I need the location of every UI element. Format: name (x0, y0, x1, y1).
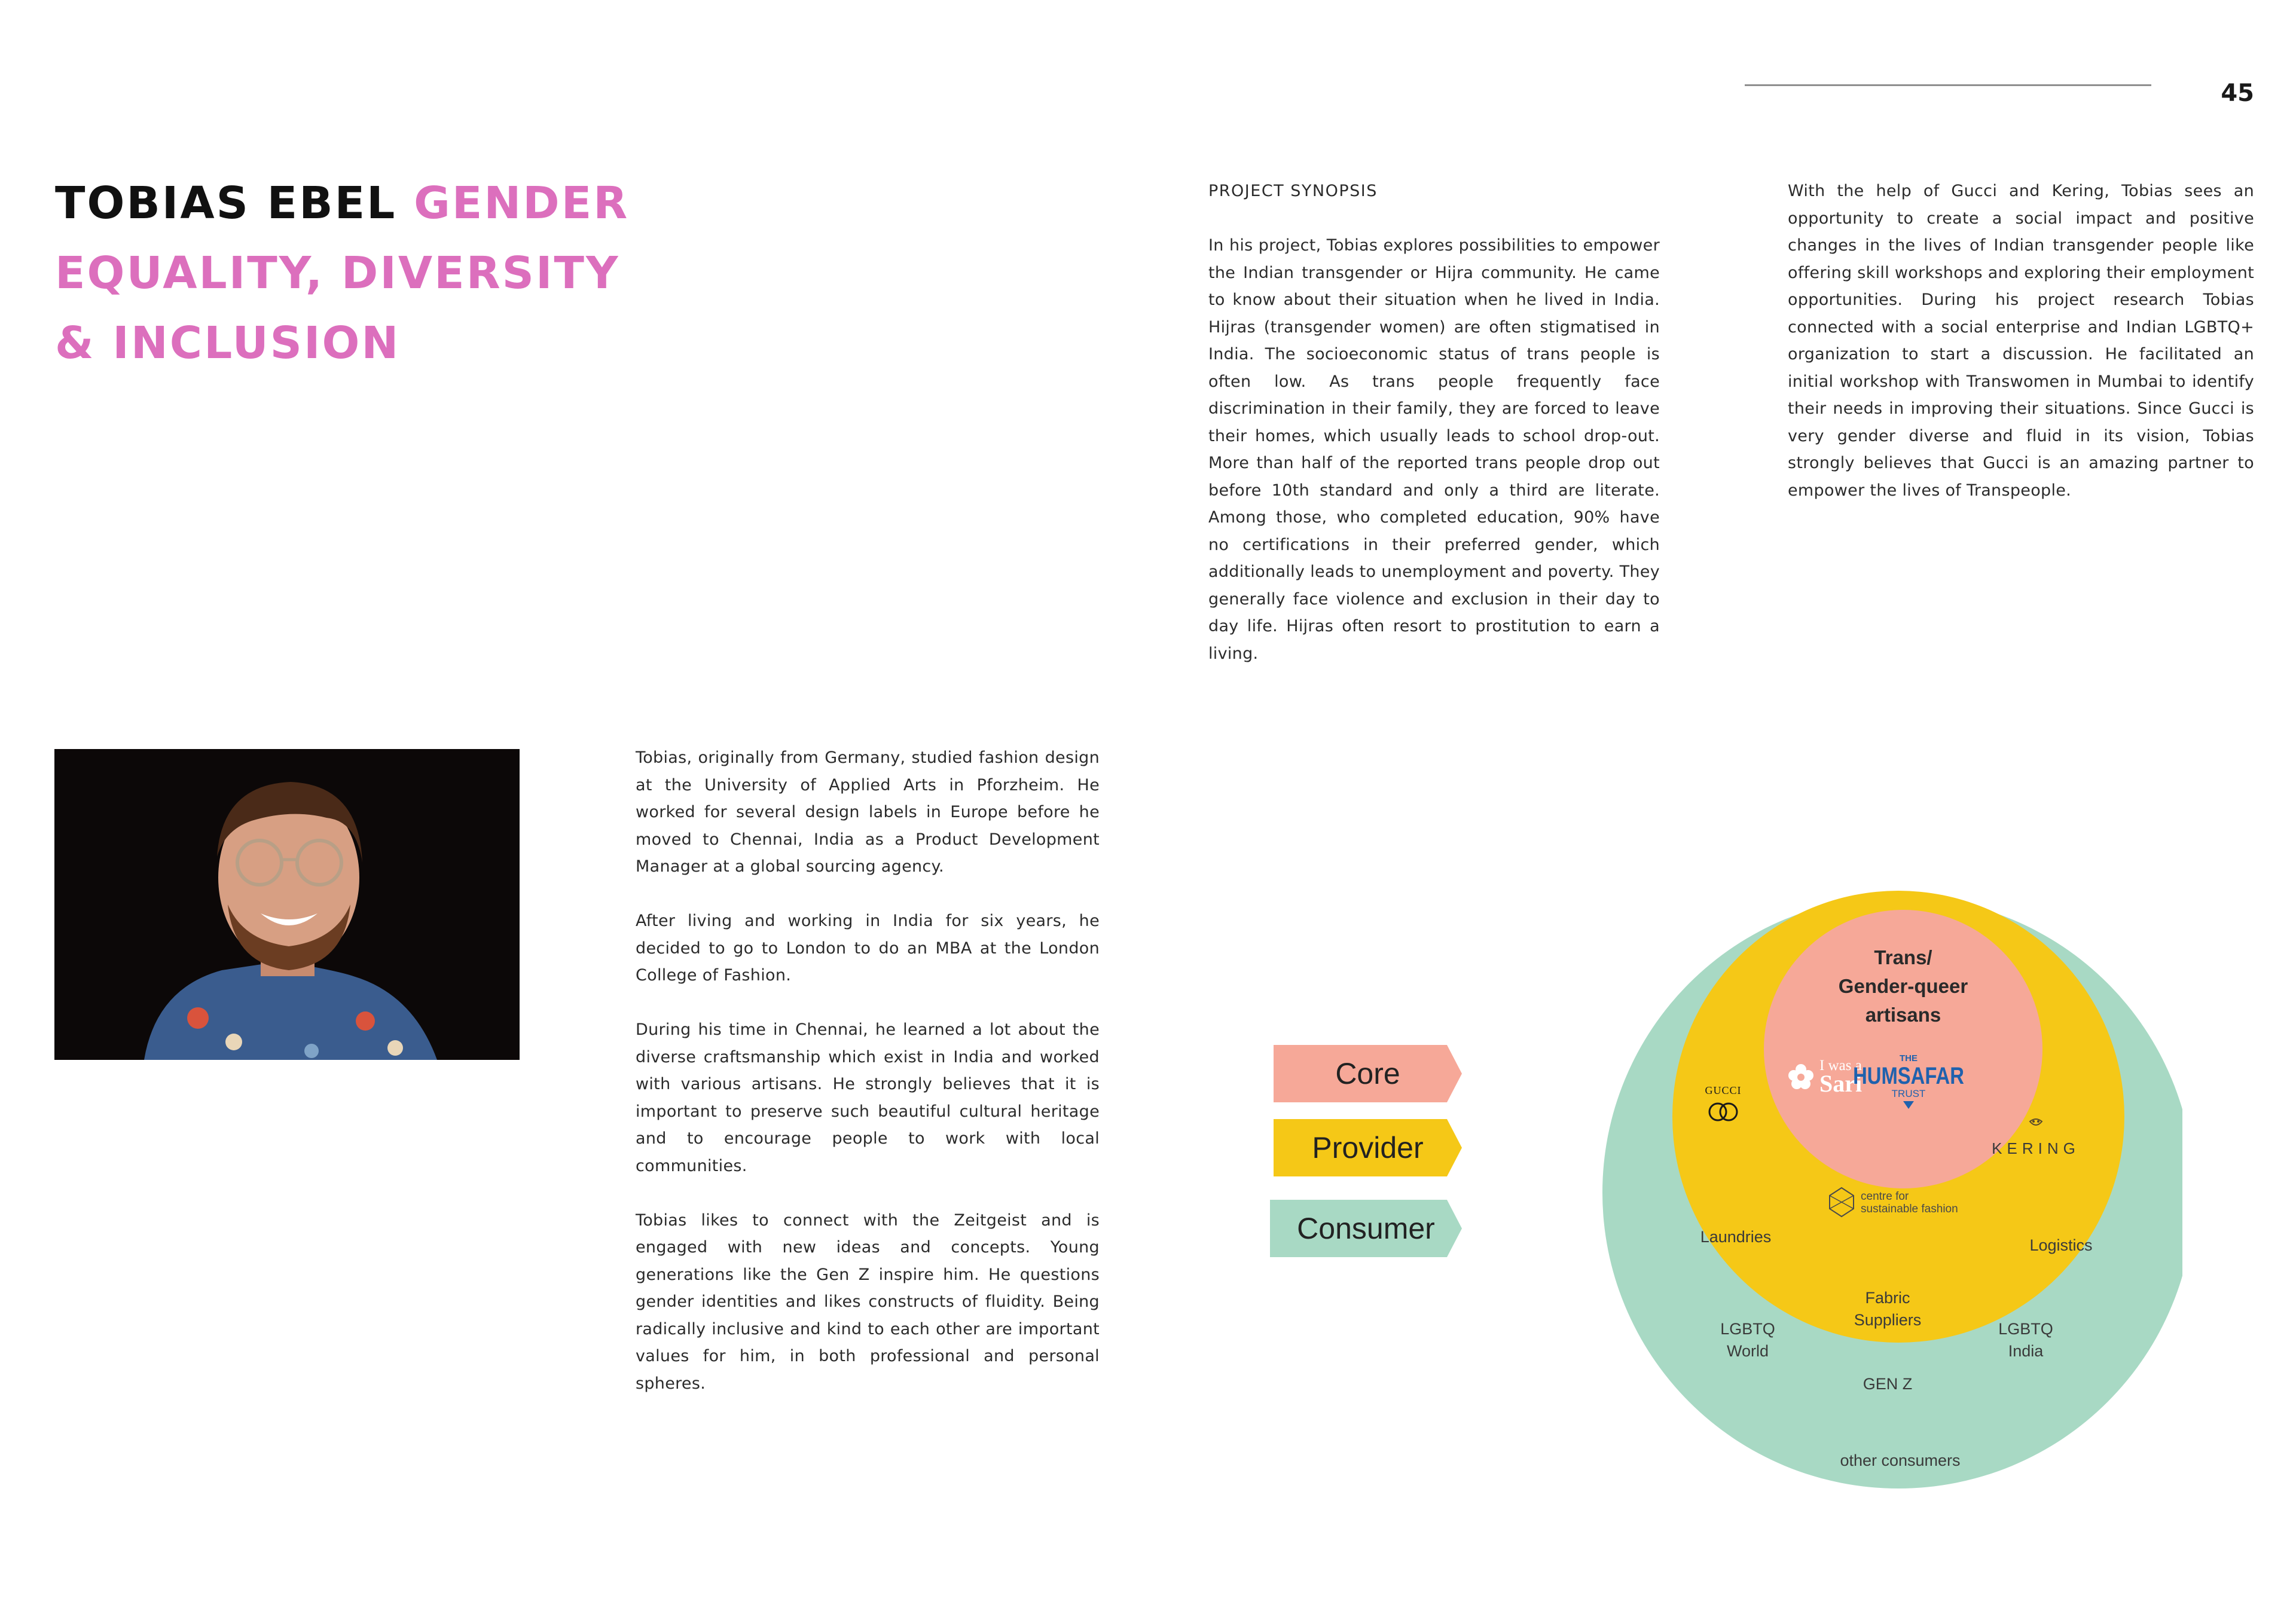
gucci-kering-column (1788, 178, 2254, 531)
lgbtq-india-line2: India (2008, 1342, 2044, 1360)
lgbtq-india-line1: LGBTQ (1998, 1320, 2053, 1338)
lgbtq-world-line2: World (1726, 1342, 1769, 1360)
core-label-line3: artisans (1865, 1004, 1941, 1026)
title-topic: GENDER EQUALITY, DIVERSITY & INCLUSION (55, 178, 630, 369)
csf-logo-line2: sustainable fashion (1861, 1203, 1958, 1215)
legend-core-label: Core (1335, 1057, 1400, 1090)
title-name: TOBIAS EBEL (55, 178, 397, 229)
logistics-label: Logistics (2029, 1236, 2093, 1254)
portrait-illustration (54, 749, 520, 1060)
bio-paragraph: After living and working in India for six years, he decided to go to London to do an MBA at the London College of Fashion. (636, 912, 1100, 985)
gucci-logo-text: GUCCI (1705, 1084, 1742, 1096)
csf-logo-line1: centre for (1861, 1190, 1909, 1203)
legend-core (1274, 1045, 1462, 1102)
synopsis-text: In his project, Tobias explores possibilities to empower the Indian transgender or Hijra community. He came to know about their situation when he lived in India. Hijras (transgender women) are often stigmatised in India. The socioeconomic status of trans people is often low. As trans people frequently face discrimination in their family, they are forced to leave their homes, which usually leads to school drop-out. More than half of the reported trans people drop out before 10th standard and only a third are literate. Among those, who completed education, 90% have no certifications in their preferred gender, which additionally leads to unemployment and poverty. They generally face violence and exclusion in their day to day life. Hijras often resort to prostitution to earn a living. (1208, 236, 1660, 663)
core-label-line2: Gender-queer (1838, 975, 1968, 997)
fabric-suppliers-line2: Suppliers (1854, 1311, 1922, 1329)
lgbtq-world-line1: LGBTQ (1720, 1320, 1775, 1338)
bio-paragraph: Tobias likes to connect with the Zeitgeist and is engaged with new ideas and concepts. Young generations like the Gen Z inspire him. He questions gender identities and likes constructs of fluidity. Being radically inclusive and kind to each other are important values for him, in both professional and personal spheres. (636, 1211, 1100, 1393)
fabric-suppliers-line1: Fabric (1865, 1289, 1910, 1307)
synopsis-column (1208, 178, 1660, 695)
other-consumers-label: other consumers (1840, 1451, 1961, 1469)
humsafar-logo-bottom: TRUST (1891, 1088, 1926, 1099)
legend-consumer (1270, 1200, 1462, 1257)
legend-provider-label: Provider (1312, 1131, 1424, 1164)
humsafar-logo-top: THE (1900, 1053, 1918, 1063)
legend-provider (1274, 1119, 1462, 1176)
gucci-kering-text: With the help of Gucci and Kering, Tobias sees an opportunity to create a social impact and positive changes in the lives of Indian transgender people like offering skill workshops and exploring their employment opportunities. During his project research Tobias connected with a social enterprise and Indian LGBTQ+ organization to start a discussion. He facilitated an initial workshop with Transwomen in Mumbai to identify their needs in improving their situations. Since Gucci is very gender diverse and fluid in its vision, Tobias strongly believes that Gucci is an amazing partner to empower the lives of Transpeople. (1788, 182, 2254, 500)
page-number: 45 (2221, 80, 2254, 107)
synopsis-label: PROJECT SYNOPSIS (1208, 182, 1378, 200)
sari-logo-bottom: Sari (1819, 1070, 1863, 1097)
header-rule (1745, 84, 2151, 86)
gen-z-label: GEN Z (1863, 1375, 1913, 1393)
core-label-line1: Trans/ (1874, 946, 1932, 968)
bio-column (636, 744, 1100, 1425)
kering-logo-text: KERING (1992, 1139, 2080, 1157)
sari-logo-top: I was a (1819, 1057, 1862, 1074)
humsafar-logo-main: HUMSAFAR (1853, 1062, 1964, 1089)
laundries-label: Laundries (1700, 1228, 1772, 1246)
legend-consumer-label: Consumer (1297, 1212, 1435, 1245)
bio-paragraph: Tobias, originally from Germany, studied fashion design at the University of Applied Arts in Pforzheim. He worked for several design labels in Europe before he moved to Chennai, India as a Product Development Manager at a global sourcing agency. (636, 748, 1100, 876)
page-title (55, 169, 653, 378)
stakeholder-diagram (1584, 891, 2182, 1488)
portrait-photo (54, 749, 520, 1060)
bio-paragraph: During his time in Chennai, he learned a lot about the diverse craftsmanship which exist in India and worked with various artisans. He strongly believes that it is important to preserve such beautiful cultural heritage and to encourage people to work with local communities. (636, 1020, 1100, 1175)
